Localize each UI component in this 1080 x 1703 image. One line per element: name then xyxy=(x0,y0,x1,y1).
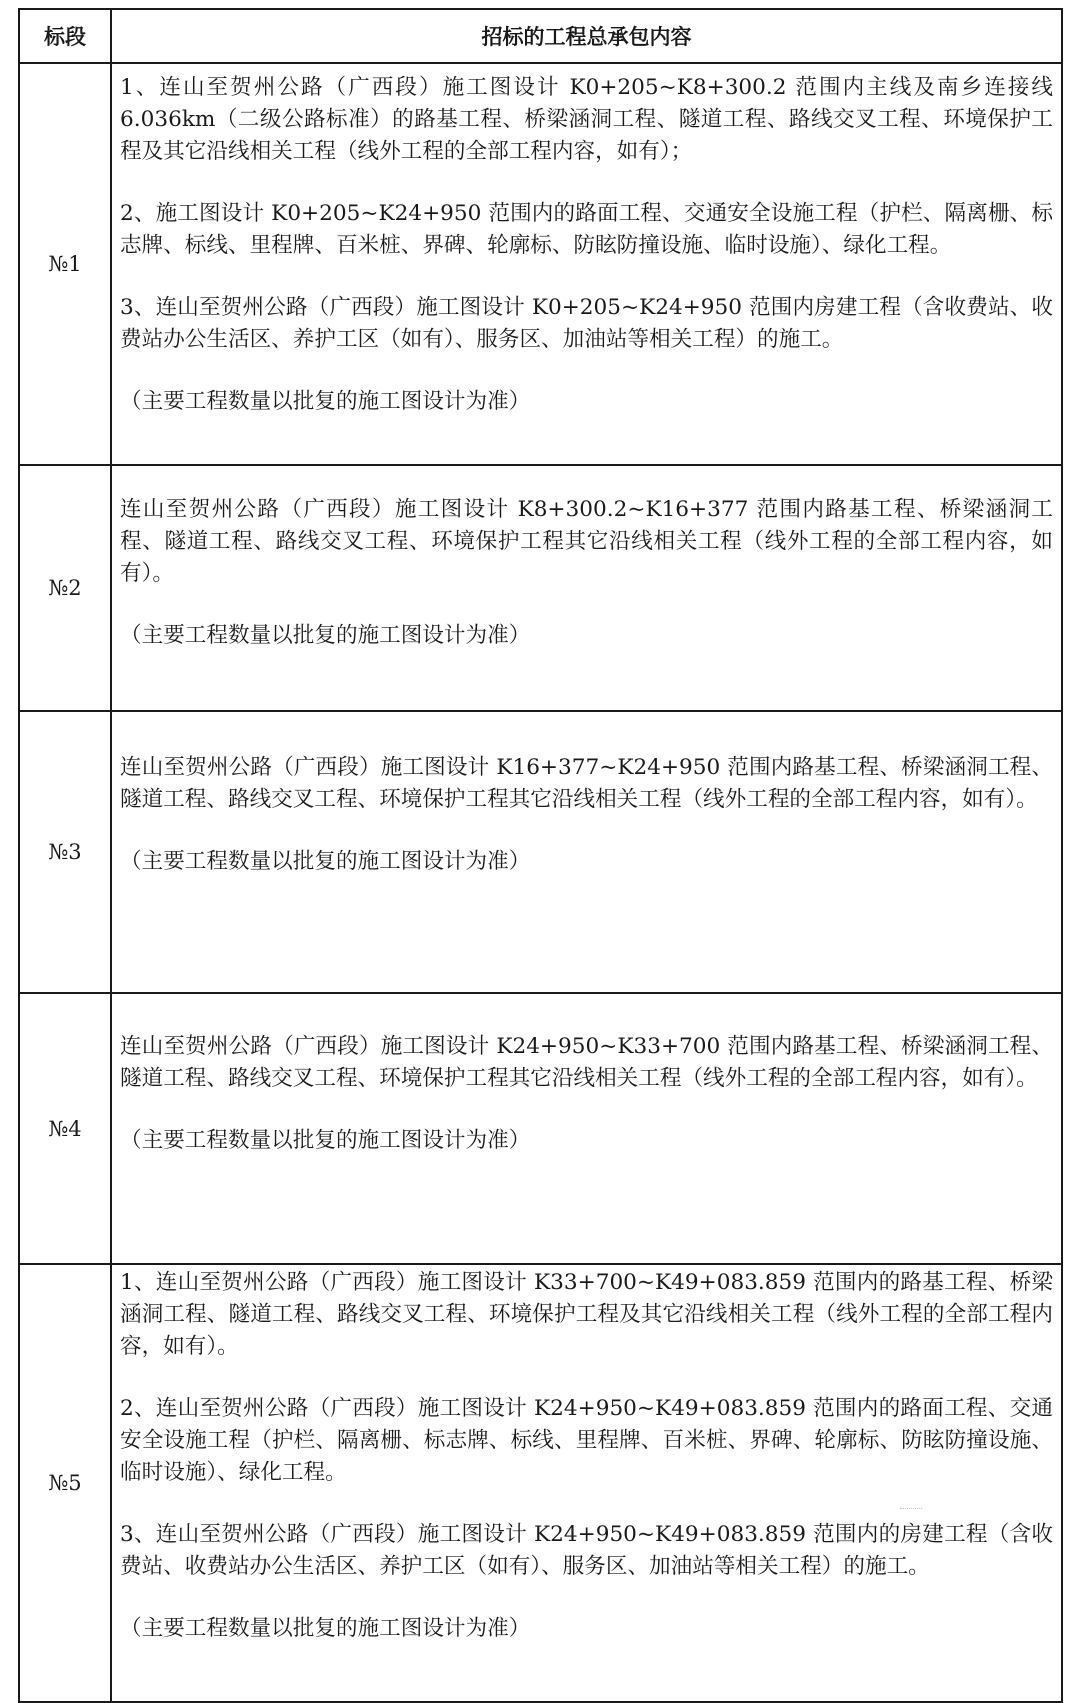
header-segment: 标段 xyxy=(19,9,111,63)
content-paragraph: 1、连山至贺州公路（广西段）施工图设计 K33+700~K49+083.859 范围内的路基工程、桥梁涵洞工程、隧道工程、路线交叉工程、环境保护工程及其它沿线相关工程（线外工程的全部工程内容，如有）。 xyxy=(120,1270,1053,1359)
table-row xyxy=(19,465,1062,711)
content-cell xyxy=(111,1264,1062,1702)
content-note: （主要工程数量以批复的施工图设计为准） xyxy=(120,849,531,874)
content-paragraph: 3、连山至贺州公路（广西段）施工图设计 K0+205~K24+950 范围内房建工程（含收费站、收费站办公生活区、养护工区（如有）、服务区、加油站等相关工程）的施工。 xyxy=(120,295,1053,352)
table-header xyxy=(19,9,1062,63)
scan-artifact xyxy=(900,1508,922,1513)
content-cell xyxy=(111,465,1062,711)
content-paragraph: 连山至贺州公路（广西段）施工图设计 K8+300.2~K16+377 范围内路基工程、桥梁涵洞工程、隧道工程、路线交叉工程、环境保护工程其它沿线相关工程（线外工程的全部工程内容，如有）。 xyxy=(120,497,1053,586)
segment-number: №5 xyxy=(19,1264,111,1702)
content-paragraph: 1、连山至贺州公路（广西段）施工图设计 K0+205~K8+300.2 范围内主线及南乡连接线 6.036km（二级公路标准）的路基工程、桥梁涵洞工程、隧道工程、路线交叉工程、环境保护工程及其它沿线相关工程（线外工程的全部工程内容，如有）； xyxy=(120,75,1053,164)
content-note: （主要工程数量以批复的施工图设计为准） xyxy=(120,1128,531,1153)
table-row xyxy=(19,63,1062,465)
content-paragraph: 连山至贺州公路（广西段）施工图设计 K24+950~K33+700 范围内路基工程、桥梁涵洞工程、隧道工程、路线交叉工程、环境保护工程其它沿线相关工程（线外工程的全部工程内容，如有）。 xyxy=(120,1034,1053,1091)
content-paragraph: 连山至贺州公路（广西段）施工图设计 K16+377~K24+950 范围内路基工程、桥梁涵洞工程、隧道工程、路线交叉工程、环境保护工程其它沿线相关工程（线外工程的全部工程内容，如有）。 xyxy=(120,755,1053,812)
content-note: （主要工程数量以批复的施工图设计为准） xyxy=(120,389,531,414)
segment-number: №2 xyxy=(19,465,111,711)
segment-number: №4 xyxy=(19,993,111,1264)
header-content: 招标的工程总承包内容 xyxy=(111,9,1062,63)
table-row xyxy=(19,711,1062,993)
table-row xyxy=(19,1264,1062,1702)
content-note: （主要工程数量以批复的施工图设计为准） xyxy=(120,623,531,648)
content-paragraph: 3、连山至贺州公路（广西段）施工图设计 K24+950~K49+083.859 范围内的房建工程（含收费站、收费站办公生活区、养护工区（如有）、服务区、加油站等相关工程）的施工。 xyxy=(120,1522,1053,1579)
content-cell xyxy=(111,63,1062,465)
content-cell xyxy=(111,993,1062,1264)
content-paragraph: 2、连山至贺州公路（广西段）施工图设计 K24+950~K49+083.859 范围内的路面工程、交通安全设施工程（护栏、隔离栅、标志牌、标线、里程牌、百米桩、界碑、轮廓标、防眩防撞设施、临时设施）、绿化工程。 xyxy=(120,1396,1053,1485)
content-cell xyxy=(111,711,1062,993)
content-note: （主要工程数量以批复的施工图设计为准） xyxy=(120,1616,531,1641)
table-row xyxy=(19,993,1062,1264)
bid-section-table xyxy=(18,8,1063,1703)
header-row xyxy=(19,9,1062,63)
segment-number: №3 xyxy=(19,711,111,993)
segment-number: №1 xyxy=(19,63,111,465)
content-paragraph: 2、施工图设计 K0+205~K24+950 范围内的路面工程、交通安全设施工程（护栏、隔离栅、标志牌、标线、里程牌、百米桩、界碑、轮廓标、防眩防撞设施、临时设施）、绿化工程。 xyxy=(120,201,1053,258)
table-body xyxy=(19,63,1062,1702)
